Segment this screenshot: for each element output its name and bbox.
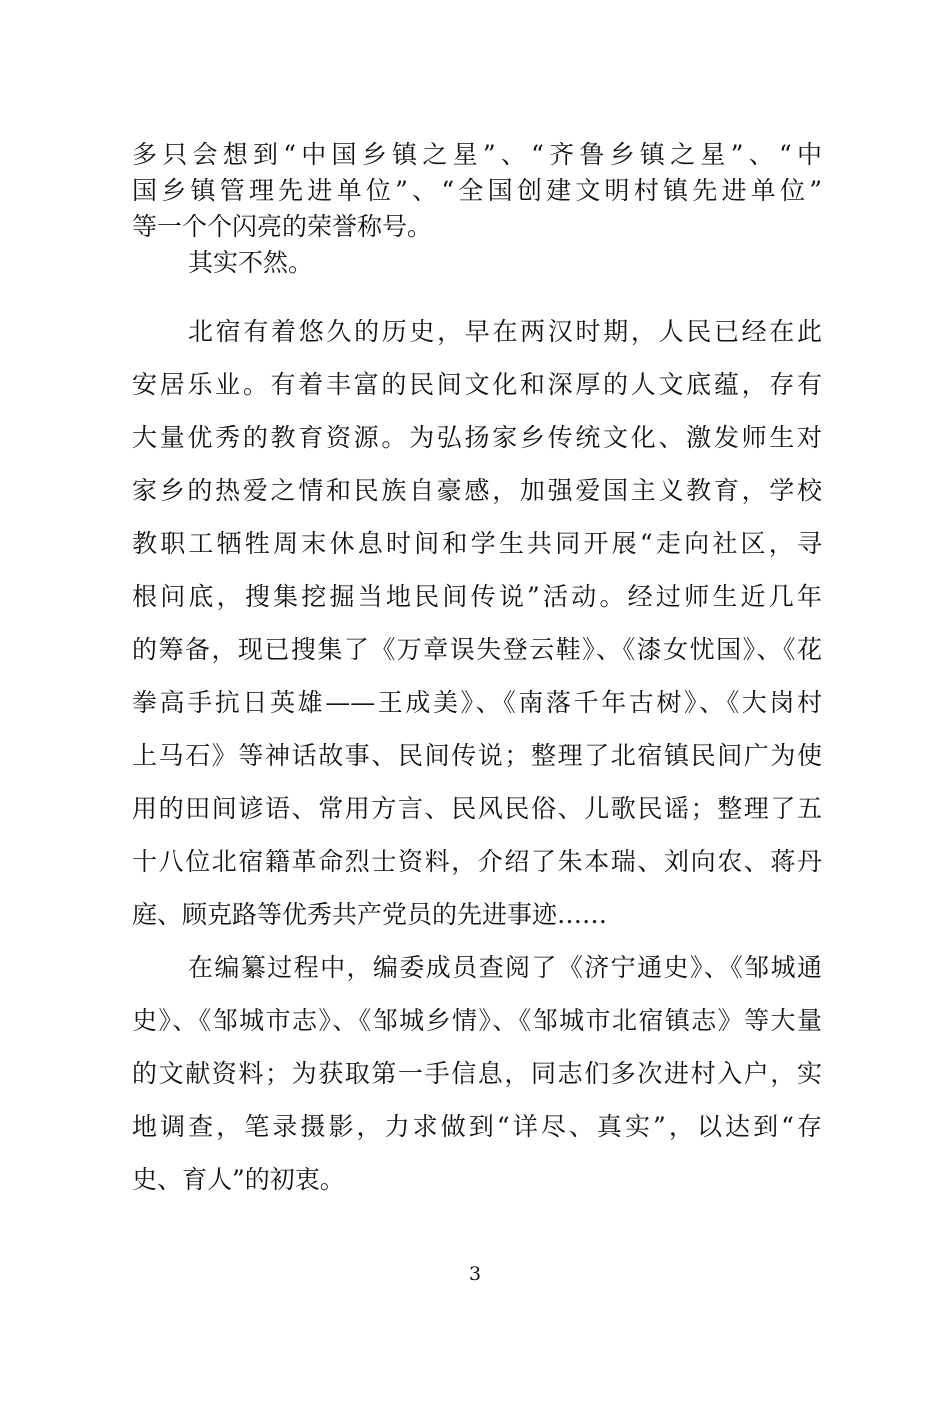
text-line: 用的田间谚语、常用方言、民风民俗、儿歌民谣；整理了五 xyxy=(132,794,822,823)
text-line: 上马石》等神话故事、民间传说；整理了北宿镇民间广为使 xyxy=(132,741,822,770)
text-line: 庭、顾克路等优秀共产党员的先进事迹…… xyxy=(132,900,608,929)
text-line: 大量优秀的教育资源。为弘扬家乡传统文化、激发师生对 xyxy=(132,423,822,452)
paragraph-intro xyxy=(132,137,822,281)
text-line: 安居乐业。有着丰富的民间文化和深厚的人文底蕴，存有 xyxy=(132,370,822,399)
text-line: 史、育人”的初衷。 xyxy=(132,1165,345,1194)
text-line: 国乡镇管理先进单位”、“全国创建文明村镇先进单位” xyxy=(132,176,822,205)
paragraph-history xyxy=(132,305,822,1206)
text-line: 北宿有着悠久的历史，早在两汉时期，人民已经在此 xyxy=(188,317,822,346)
text-line: 在编纂过程中，编委成员查阅了《济宁通史》、《邹城通 xyxy=(188,953,822,982)
body-text xyxy=(132,137,822,1206)
text-line: 地调查，笔录摄影，力求做到“详尽、真实”，以达到“存 xyxy=(132,1112,822,1141)
text-line: 家乡的热爱之情和民族自豪感，加强爱国主义教育，学校 xyxy=(132,476,822,505)
text-line: 教职工牺牲周末休息时间和学生共同开展“走向社区，寻 xyxy=(132,529,822,558)
text-line: 史》、《邹城市志》、《邹城乡情》、《邹城市北宿镇志》等大量 xyxy=(132,1006,822,1035)
text-line: 多只会想到“中国乡镇之星”、“齐鲁乡镇之星”、“中 xyxy=(132,140,822,169)
text-line: 的筹备，现已搜集了《万章误失登云鞋》、《漆女忧国》、《花 xyxy=(132,635,822,664)
text-line: 等一个个闪亮的荣誉称号。 xyxy=(132,212,433,241)
text-line: 其实不然。 xyxy=(188,248,314,277)
text-line: 的文献资料；为获取第一手信息，同志们多次进村入户，实 xyxy=(132,1059,822,1088)
text-line: 十八位北宿籍革命烈士资料，介绍了朱本瑞、刘向农、蒋丹 xyxy=(132,847,822,876)
page-number: 3 xyxy=(468,1263,482,1285)
text-line: 拳高手抗日英雄——王成美》、《南落千年古树》、《大岗村 xyxy=(132,688,822,717)
text-line: 根问底，搜集挖掘当地民间传说”活动。经过师生近几年 xyxy=(132,582,822,611)
